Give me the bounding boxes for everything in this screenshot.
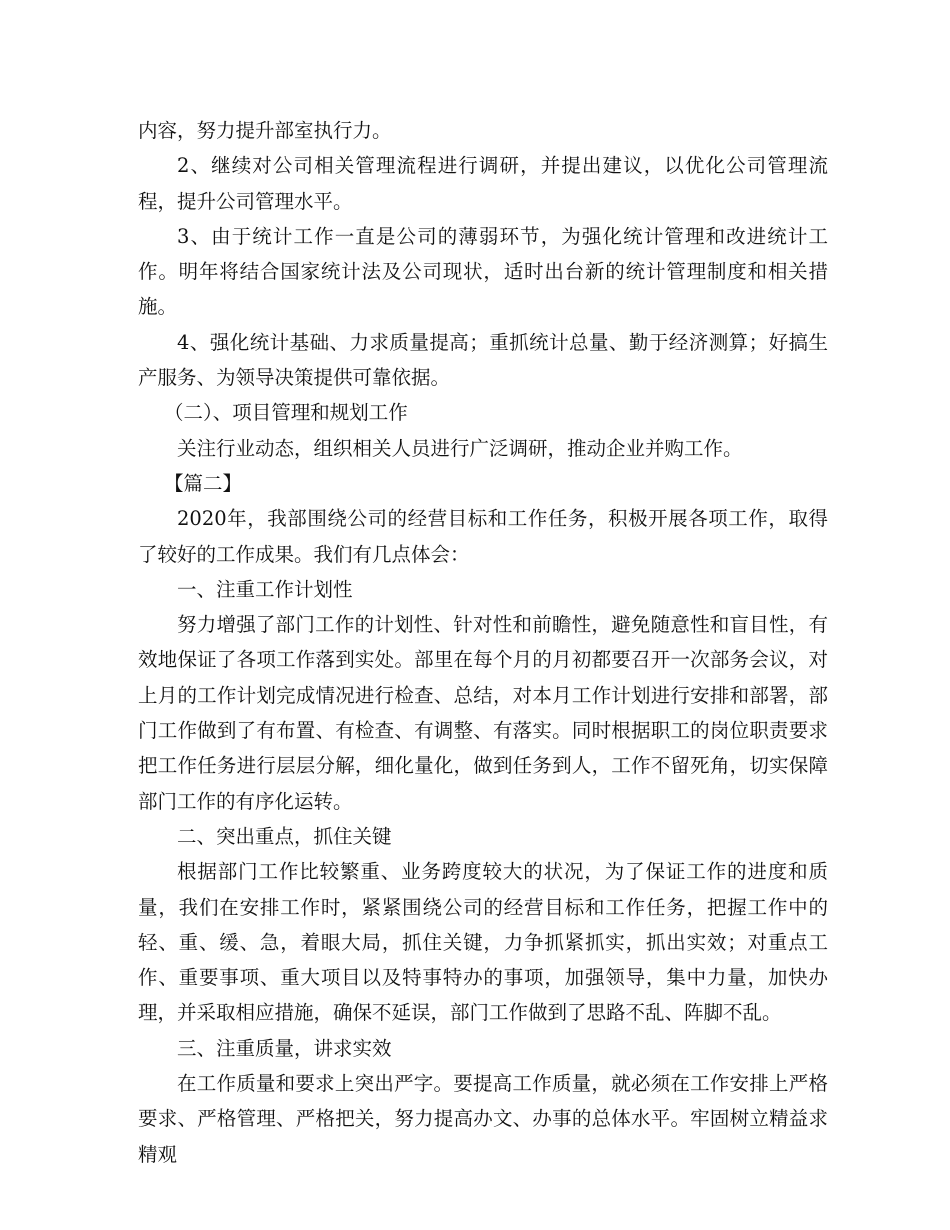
heading-quality: 三、注重质量，讲求实效 (177, 1036, 392, 1060)
part-heading-2: 【篇二】 (164, 471, 243, 495)
paragraph-item-4: 4、强化统计基础、力求质量提高；重抓统计总量、勤于经济测算；好搞生产服务、为领导决策提供可靠依据。 (138, 330, 828, 390)
paragraph-key-points: 根据部门工作比较繁重、业务跨度较大的状况，为了保证工作的进度和质量，我们在安排工作时，紧紧围绕公司的经营目标和工作任务，把握工作中的轻、重、缓、急，着眼大局，抓住关键，力争抓紧抓实，抓出实效；对重点工作、重要事项、重大项目以及特事特办的事项，加强领导，集中力量，加快办理，并采取相应措施，确保不延误，部门工作做到了思路不乱、阵脚不乱。 (138, 860, 828, 1025)
paragraph-item-3: 3、由于统计工作一直是公司的薄弱环节，为强化统计管理和改进统计工作。明年将结合国家统计法及公司现状，适时出台新的统计管理制度和相关措施。 (138, 224, 828, 319)
heading-planning: 一、注重工作计划性 (177, 577, 353, 601)
paragraph-intro-2020: 2020年，我部围绕公司的经营目标和工作任务，积极开展各项工作，取得了较好的工作成果。我们有几点体会： (138, 507, 828, 566)
paragraph-item-2: 2、继续对公司相关管理流程进行调研，并提出建议，以优化公司管理流程，提升公司管理水平。 (138, 154, 828, 213)
paragraph-industry-trends: 关注行业动态，组织相关人员进行广泛调研，推动企业并购工作。 (177, 436, 743, 460)
document-body (138, 113, 828, 1172)
paragraph-quality: 在工作质量和要求上突出严字。要提高工作质量，就必须在工作安排上严格要求、严格管理、严格把关，努力提高办文、办事的总体水平。牢固树立精益求精观 (138, 1072, 828, 1166)
heading-key-points: 二、突出重点，抓住关键 (177, 824, 392, 848)
section-heading-project-management: （二）、项目管理和规划工作 (164, 401, 408, 425)
paragraph-planning: 努力增强了部门工作的计划性、针对性和前瞻性，避免随意性和盲目性，有效地保证了各项工作落到实处。部里在每个月的月初都要召开一次部务会议，对上月的工作计划完成情况进行检查、总结，对本月工作计划进行安排和部署，部门工作做到了有布置、有检查、有调整、有落实。同时根据职工的岗位职责要求把工作任务进行层层分解，细化量化，做到任务到人，工作不留死角，切实保障部门工作的有序化运转。 (138, 613, 828, 813)
paragraph-continuation: 内容，努力提升部室执行力。 (138, 119, 392, 142)
